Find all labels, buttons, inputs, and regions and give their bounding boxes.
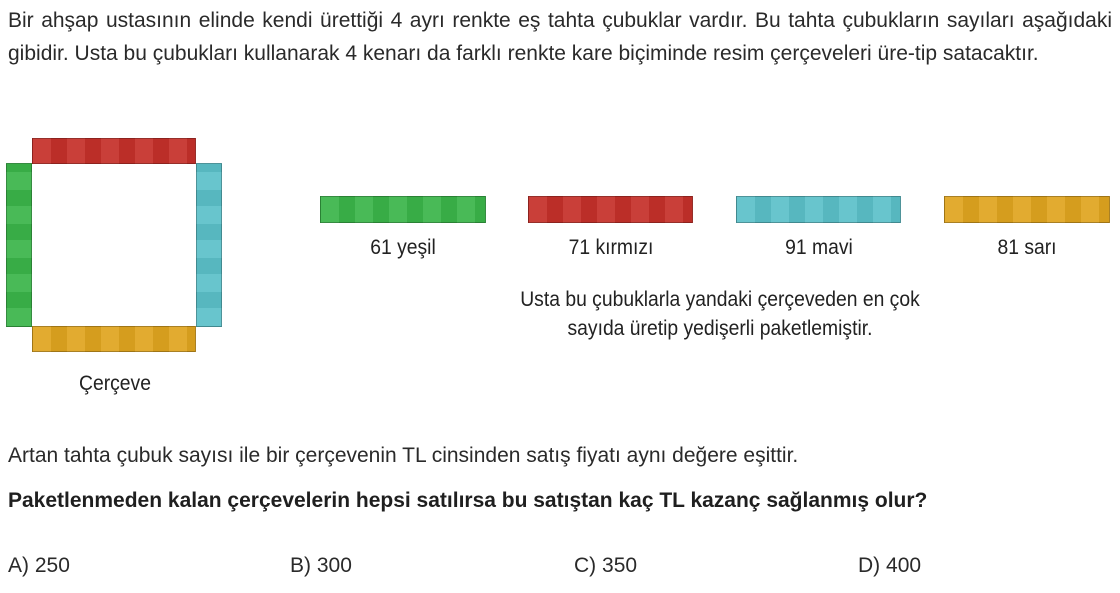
- stick-yellow: [944, 196, 1110, 223]
- option-a[interactable]: [8, 554, 70, 578]
- problem-intro-text: Bir ahşap ustasının elinde kendi ürettiği 4 ayrı renkte eş tahta çubuklar vardır. Bu tahta çubukların sayıları aşağıdaki gibidir. Usta bu çubukları kullanarak 4 kenarı da farklı renkte kare biçiminde resim çerçeveleri üre-tip satacaktır.: [8, 9, 1112, 65]
- stick-blue: [736, 196, 901, 223]
- question-text: Paketlenmeden kalan çerçevelerin hepsi satılırsa bu satıştan kaç TL kazanç sağlanmış olur?: [8, 489, 928, 512]
- stick-label-red: 71 kırmızı: [568, 236, 654, 259]
- note-line-2: sayıda üretip yedişerli paketlemiştir.: [567, 317, 873, 340]
- option-d[interactable]: [858, 554, 921, 578]
- stick-label-blue: 91 mavi: [785, 236, 853, 259]
- note-line-1: Usta bu çubuklarla yandaki çerçeveden en çok: [520, 288, 920, 311]
- option-a-letter: A): [8, 554, 29, 577]
- frame-label: Çerçeve: [79, 372, 151, 395]
- frame-top-plank-red: [32, 138, 196, 164]
- option-b-value: 300: [316, 554, 352, 577]
- frame-right-plank-blue: [196, 163, 222, 327]
- option-d-letter: D): [858, 554, 881, 577]
- option-c[interactable]: [574, 554, 637, 578]
- option-d-value: 400: [886, 554, 922, 577]
- option-c-value: 350: [602, 554, 638, 577]
- frame-bottom-plank-yellow: [32, 326, 196, 352]
- frame-left-plank-green: [6, 163, 32, 327]
- stick-green: [320, 196, 486, 223]
- option-c-letter: C): [574, 554, 597, 577]
- option-b[interactable]: [290, 554, 352, 578]
- packaging-note: [490, 285, 950, 343]
- stick-label-yellow: 81 sarı: [997, 236, 1057, 259]
- option-b-letter: B): [290, 554, 311, 577]
- stick-red: [528, 196, 693, 223]
- option-a-value: 250: [34, 554, 70, 577]
- price-statement: Artan tahta çubuk sayısı ile bir çerçevenin TL cinsinden satış fiyatı aynı değere eşittir.: [8, 444, 799, 467]
- stick-label-green: 61 yeşil: [370, 236, 436, 259]
